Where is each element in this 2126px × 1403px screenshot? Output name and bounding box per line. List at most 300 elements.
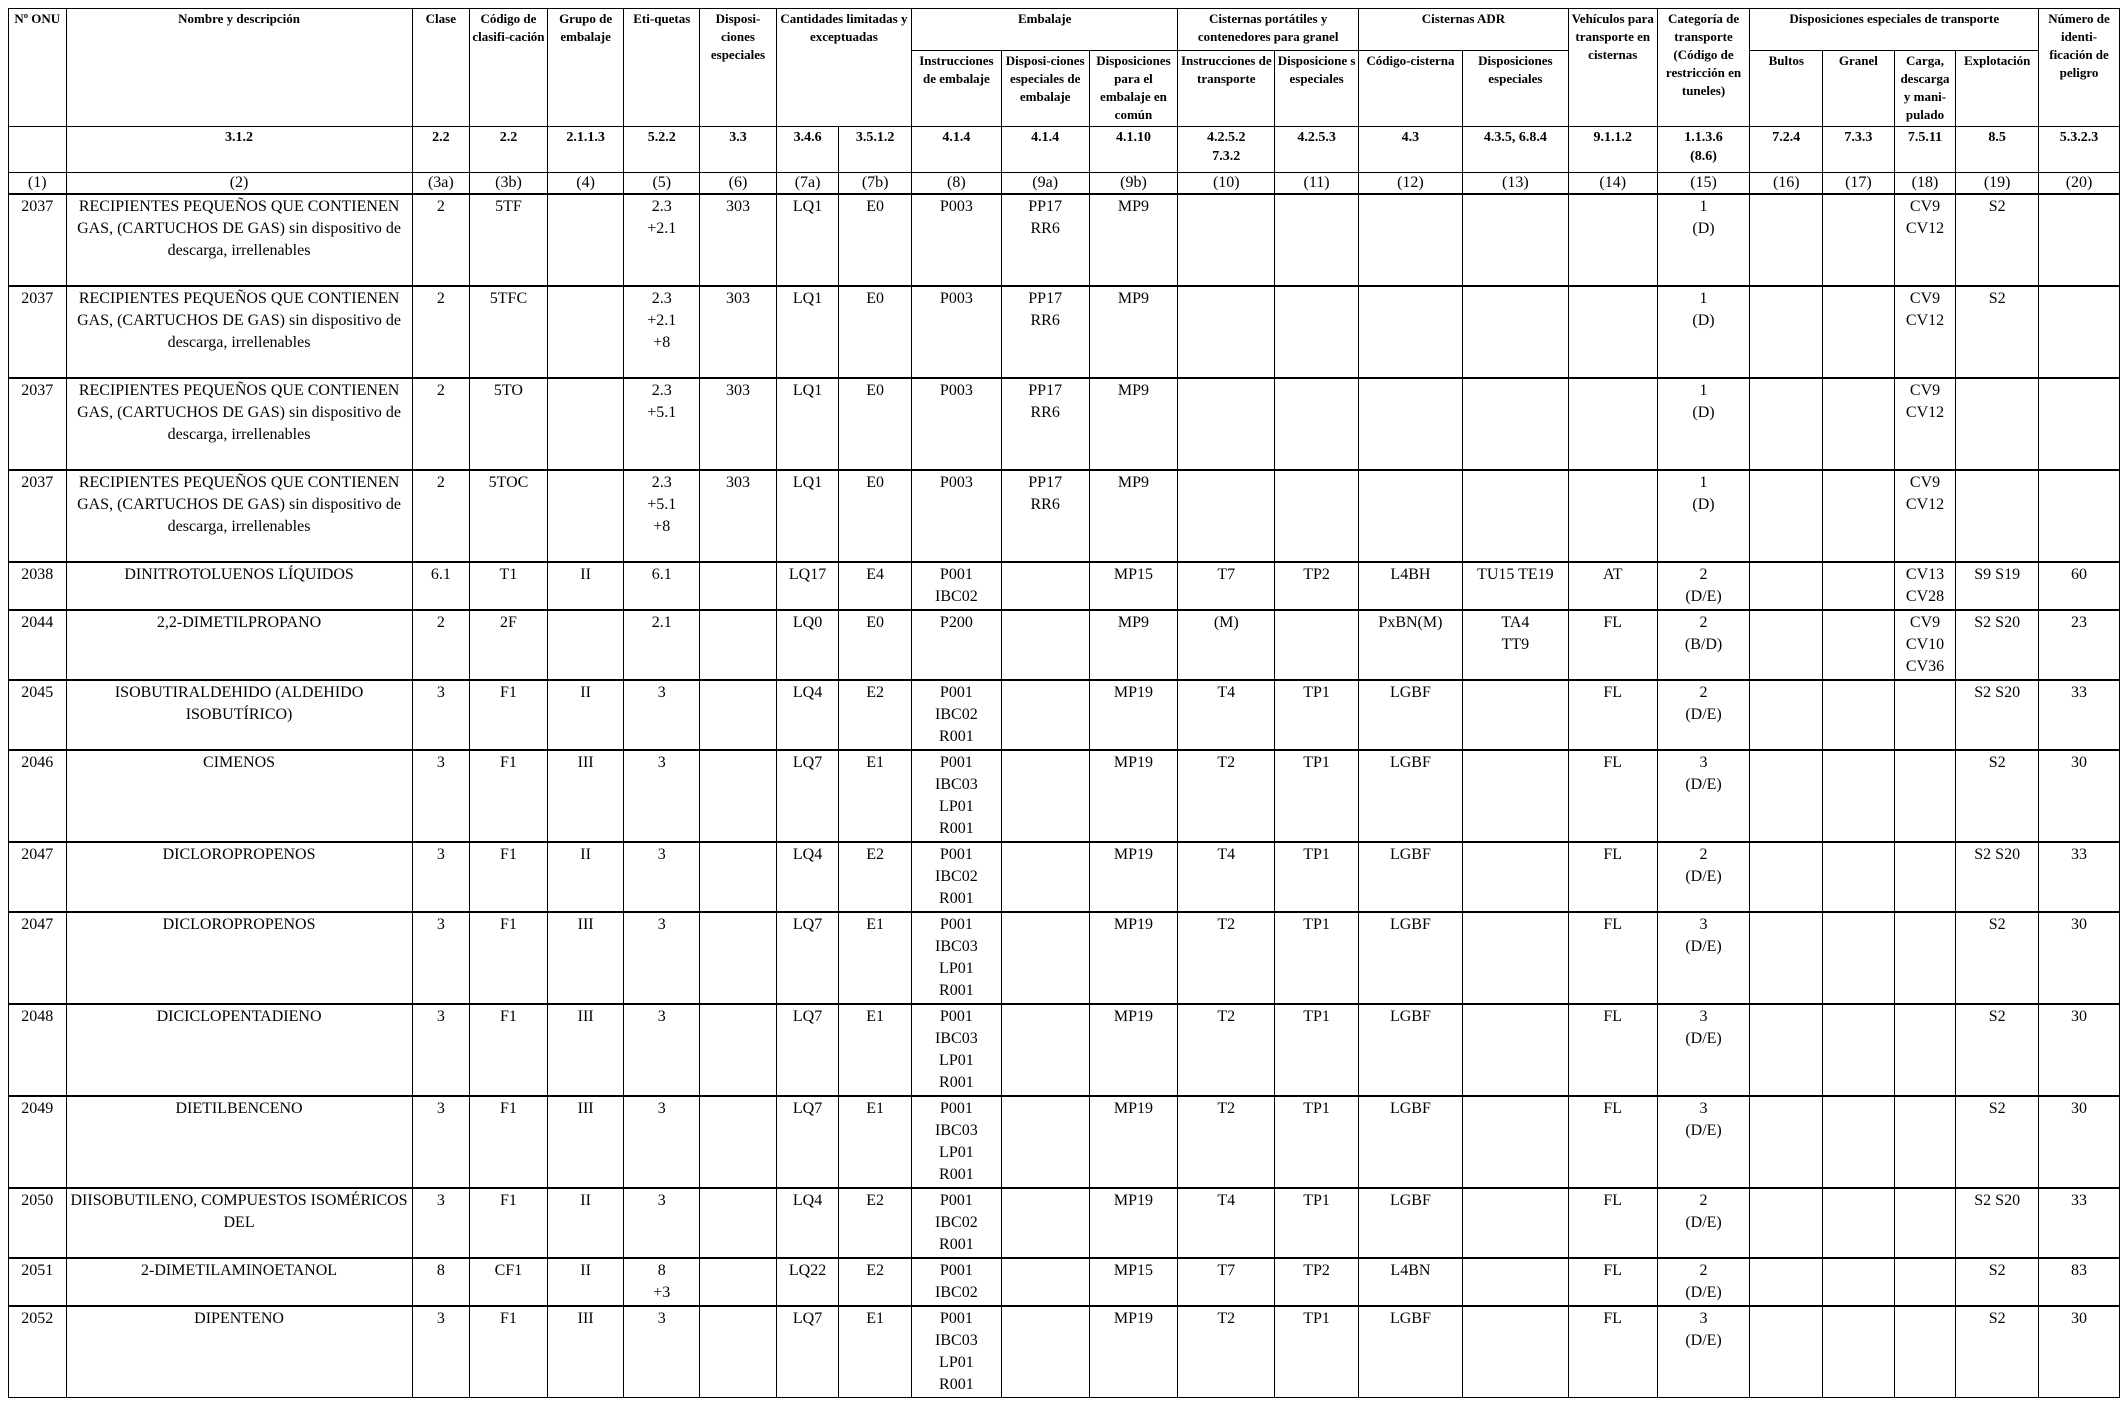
reference-cell: 7.5.11 <box>1894 127 1956 173</box>
cell-c14: FL <box>1568 1258 1657 1306</box>
cell-c3a: 3 <box>412 842 470 912</box>
cell-c12: LGBF <box>1358 1004 1462 1096</box>
table-row <box>9 1004 2120 1096</box>
header-packing-instructions: Instrucciones de embalaje <box>911 51 1001 127</box>
cell-c5: 3 <box>624 1096 700 1188</box>
cell-c9a: PP17 RR6 <box>1001 286 1089 378</box>
column-number-cell: (6) <box>700 173 777 195</box>
table-row <box>9 750 2120 842</box>
reference-cell: 3.1.2 <box>66 127 412 173</box>
cell-c7a: LQ17 <box>776 562 839 610</box>
cell-c7a: LQ7 <box>776 1004 839 1096</box>
reference-cell: 4.1.10 <box>1089 127 1178 173</box>
column-number-cell: (19) <box>1956 173 2039 195</box>
cell-c15: 2 (D/E) <box>1657 842 1750 912</box>
cell-c10 <box>1178 470 1275 562</box>
cell-c17 <box>1823 842 1895 912</box>
cell-c8: P003 <box>911 286 1001 378</box>
cell-c1: 2051 <box>9 1258 67 1306</box>
header-special-packing: Disposi-ciones especiales de embalaje <box>1001 51 1089 127</box>
cell-c6 <box>700 1306 777 1398</box>
cell-c7b: E1 <box>839 1004 912 1096</box>
cell-c9b: MP9 <box>1089 286 1178 378</box>
cell-c7b: E1 <box>839 750 912 842</box>
cell-c13: TU15 TE19 <box>1462 562 1568 610</box>
column-number-cell: (3a) <box>412 173 470 195</box>
cell-c7a: LQ4 <box>776 842 839 912</box>
cell-c11: TP1 <box>1275 1188 1359 1258</box>
cell-c11: TP2 <box>1275 1258 1359 1306</box>
cell-c7b: E4 <box>839 562 912 610</box>
cell-c17 <box>1823 912 1895 1004</box>
table-row <box>9 286 2120 378</box>
header-special-provisions: Disposi-ciones especiales <box>700 9 777 127</box>
table-body <box>9 194 2120 1398</box>
header-name: Nombre y descripción <box>66 9 412 127</box>
cell-c9a <box>1001 562 1089 610</box>
cell-c6: 303 <box>700 378 777 470</box>
column-number-cell: (15) <box>1657 173 1750 195</box>
cell-c15: 3 (D/E) <box>1657 1096 1750 1188</box>
cell-c16 <box>1750 1004 1823 1096</box>
cell-c6: 303 <box>700 286 777 378</box>
cell-c6 <box>700 1258 777 1306</box>
cell-c7b: E1 <box>839 1306 912 1398</box>
cell-c11 <box>1275 470 1359 562</box>
cell-c4: III <box>547 912 624 1004</box>
cell-c19: S2 <box>1956 1258 2039 1306</box>
header-packing-group: Grupo de embalaje <box>547 9 624 127</box>
column-number-cell: (12) <box>1358 173 1462 195</box>
column-number-cell: (20) <box>2039 173 2120 195</box>
column-number-cell: (5) <box>624 173 700 195</box>
cell-c10: T2 <box>1178 1096 1275 1188</box>
cell-c3b: F1 <box>470 1096 548 1188</box>
header-adr-tanks: Cisternas ADR <box>1358 9 1568 51</box>
cell-c17 <box>1823 562 1895 610</box>
cell-c9a: PP17 RR6 <box>1001 378 1089 470</box>
cell-c19: S2 <box>1956 1004 2039 1096</box>
cell-c4: II <box>547 562 624 610</box>
header-packaging: Embalaje <box>911 9 1177 51</box>
table-row <box>9 194 2120 286</box>
cell-c1: 2048 <box>9 1004 67 1096</box>
cell-c1: 2047 <box>9 842 67 912</box>
cell-c2: DINITROTOLUENOS LÍQUIDOS <box>66 562 412 610</box>
cell-c9b: MP19 <box>1089 842 1178 912</box>
cell-c3b: 5TFC <box>470 286 548 378</box>
table-row <box>9 1096 2120 1188</box>
cell-c18 <box>1894 750 1956 842</box>
cell-c3a: 2 <box>412 194 470 286</box>
cell-c7b: E0 <box>839 610 912 680</box>
column-number-cell: (3b) <box>470 173 548 195</box>
column-number-cell: (7b) <box>839 173 912 195</box>
cell-c7b: E2 <box>839 842 912 912</box>
header-tank-special: Disposiciones especiales <box>1462 51 1568 127</box>
cell-c17 <box>1823 1258 1895 1306</box>
cell-c17 <box>1823 1004 1895 1096</box>
header-pt-special: Disposicione s especiales <box>1275 51 1359 127</box>
cell-c9a <box>1001 1004 1089 1096</box>
reference-row <box>9 127 2120 173</box>
table-row <box>9 680 2120 750</box>
cell-c12: L4BN <box>1358 1258 1462 1306</box>
cell-c18: CV9 CV12 <box>1894 194 1956 286</box>
cell-c20: 33 <box>2039 680 2120 750</box>
cell-c3a: 2 <box>412 610 470 680</box>
cell-c7b: E0 <box>839 286 912 378</box>
cell-c4 <box>547 286 624 378</box>
cell-c12: L4BH <box>1358 562 1462 610</box>
cell-c14: FL <box>1568 610 1657 680</box>
cell-c7a: LQ4 <box>776 1188 839 1258</box>
cell-c14: FL <box>1568 1188 1657 1258</box>
header-packages: Bultos <box>1750 51 1823 127</box>
cell-c9a <box>1001 912 1089 1004</box>
cell-c2: DICLOROPROPENOS <box>66 912 412 1004</box>
cell-c8: P003 <box>911 470 1001 562</box>
cell-c13 <box>1462 1258 1568 1306</box>
cell-c10: T7 <box>1178 1258 1275 1306</box>
table-row <box>9 1188 2120 1258</box>
cell-c19: S2 S20 <box>1956 1188 2039 1258</box>
cell-c9a <box>1001 1188 1089 1258</box>
column-number-cell: (10) <box>1178 173 1275 195</box>
cell-c20: 33 <box>2039 842 2120 912</box>
table-row <box>9 1306 2120 1398</box>
reference-cell: 2.2 <box>470 127 548 173</box>
cell-c19 <box>1956 378 2039 470</box>
cell-c14: FL <box>1568 680 1657 750</box>
cell-c3a: 2 <box>412 286 470 378</box>
cell-c20: 30 <box>2039 1306 2120 1398</box>
cell-c2: CIMENOS <box>66 750 412 842</box>
cell-c17 <box>1823 286 1895 378</box>
cell-c13 <box>1462 378 1568 470</box>
cell-c19: S2 <box>1956 1096 2039 1188</box>
cell-c19: S9 S19 <box>1956 562 2039 610</box>
header-class: Clase <box>412 9 470 127</box>
cell-c12 <box>1358 286 1462 378</box>
cell-c3a: 3 <box>412 1096 470 1188</box>
header-hazard-id: Número de identi-ficación de peligro <box>2039 9 2120 127</box>
cell-c11 <box>1275 610 1359 680</box>
cell-c9b: MP9 <box>1089 610 1178 680</box>
cell-c5: 2.3 +5.1 +8 <box>624 470 700 562</box>
cell-c19: S2 <box>1956 194 2039 286</box>
cell-c13 <box>1462 1004 1568 1096</box>
cell-c8: P001 IBC03 LP01 R001 <box>911 1306 1001 1398</box>
cell-c6 <box>700 610 777 680</box>
cell-c20 <box>2039 378 2120 470</box>
cell-c12 <box>1358 470 1462 562</box>
cell-c7a: LQ0 <box>776 610 839 680</box>
cell-c11: TP1 <box>1275 1004 1359 1096</box>
cell-c12: LGBF <box>1358 1306 1462 1398</box>
cell-c3b: 5TO <box>470 378 548 470</box>
cell-c2: RECIPIENTES PEQUEÑOS QUE CONTIENEN GAS, (CARTUCHOS DE GAS) sin dispositivo de descarga, irrellenables <box>66 286 412 378</box>
cell-c7a: LQ7 <box>776 912 839 1004</box>
cell-c11: TP1 <box>1275 1306 1359 1398</box>
cell-c15: 1 (D) <box>1657 286 1750 378</box>
table-row <box>9 912 2120 1004</box>
header-vehicle-tank: Vehículos para transporte en cisternas <box>1568 9 1657 127</box>
cell-c3b: F1 <box>470 680 548 750</box>
cell-c15: 2 (D/E) <box>1657 680 1750 750</box>
cell-c16 <box>1750 750 1823 842</box>
cell-c3b: F1 <box>470 1188 548 1258</box>
cell-c19: S2 <box>1956 286 2039 378</box>
cell-c6 <box>700 750 777 842</box>
cell-c11: TP1 <box>1275 912 1359 1004</box>
cell-c8: P200 <box>911 610 1001 680</box>
cell-c16 <box>1750 680 1823 750</box>
cell-c9a <box>1001 1306 1089 1398</box>
cell-c4 <box>547 470 624 562</box>
cell-c3a: 3 <box>412 912 470 1004</box>
cell-c9b: MP15 <box>1089 1258 1178 1306</box>
cell-c5: 3 <box>624 680 700 750</box>
cell-c2: DIPENTENO <box>66 1306 412 1398</box>
cell-c9b: MP9 <box>1089 194 1178 286</box>
cell-c17 <box>1823 680 1895 750</box>
cell-c3a: 3 <box>412 750 470 842</box>
cell-c16 <box>1750 1306 1823 1398</box>
reference-cell <box>9 127 67 173</box>
cell-c1: 2038 <box>9 562 67 610</box>
cell-c9a: PP17 RR6 <box>1001 470 1089 562</box>
cell-c1: 2044 <box>9 610 67 680</box>
cell-c9b: MP19 <box>1089 680 1178 750</box>
cell-c6 <box>700 680 777 750</box>
cell-c19: S2 <box>1956 912 2039 1004</box>
cell-c17 <box>1823 1306 1895 1398</box>
cell-c16 <box>1750 470 1823 562</box>
column-number-cell: (16) <box>1750 173 1823 195</box>
cell-c10: T4 <box>1178 680 1275 750</box>
cell-c9b: MP19 <box>1089 1188 1178 1258</box>
table-row <box>9 610 2120 680</box>
cell-c3a: 6.1 <box>412 562 470 610</box>
column-number-cell: (2) <box>66 173 412 195</box>
column-number-cell: (14) <box>1568 173 1657 195</box>
cell-c17 <box>1823 470 1895 562</box>
header-labels: Eti-quetas <box>624 9 700 127</box>
cell-c5: 2.3 +5.1 <box>624 378 700 470</box>
cell-c12 <box>1358 194 1462 286</box>
cell-c20: 83 <box>2039 1258 2120 1306</box>
cell-c19: S2 <box>1956 750 2039 842</box>
cell-c4: III <box>547 1306 624 1398</box>
cell-c1: 2037 <box>9 286 67 378</box>
cell-c7a: LQ1 <box>776 194 839 286</box>
cell-c3b: 2F <box>470 610 548 680</box>
cell-c5: 3 <box>624 750 700 842</box>
cell-c12: LGBF <box>1358 1188 1462 1258</box>
cell-c19: S2 S20 <box>1956 842 2039 912</box>
cell-c6 <box>700 842 777 912</box>
cell-c9b: MP19 <box>1089 912 1178 1004</box>
cell-c16 <box>1750 610 1823 680</box>
cell-c12: PxBN(M) <box>1358 610 1462 680</box>
cell-c10 <box>1178 378 1275 470</box>
reference-cell: 4.2.5.2 7.3.2 <box>1178 127 1275 173</box>
cell-c12: LGBF <box>1358 680 1462 750</box>
reference-cell: 4.2.5.3 <box>1275 127 1359 173</box>
cell-c7b: E0 <box>839 194 912 286</box>
column-number-cell: (11) <box>1275 173 1359 195</box>
cell-c19 <box>1956 470 2039 562</box>
cell-c3b: CF1 <box>470 1258 548 1306</box>
cell-c7b: E2 <box>839 1188 912 1258</box>
cell-c16 <box>1750 1096 1823 1188</box>
cell-c8: P001 IBC03 LP01 R001 <box>911 1004 1001 1096</box>
cell-c4: II <box>547 1188 624 1258</box>
cell-c2: 2-DIMETILAMINOETANOL <box>66 1258 412 1306</box>
cell-c15: 2 (D/E) <box>1657 1188 1750 1258</box>
cell-c16 <box>1750 378 1823 470</box>
cell-c7a: LQ22 <box>776 1258 839 1306</box>
reference-cell: 4.3 <box>1358 127 1462 173</box>
cell-c19: S2 S20 <box>1956 610 2039 680</box>
cell-c7a: LQ4 <box>776 680 839 750</box>
cell-c8: P001 IBC02 <box>911 562 1001 610</box>
cell-c9a <box>1001 1096 1089 1188</box>
cell-c7b: E0 <box>839 378 912 470</box>
cell-c18 <box>1894 1258 1956 1306</box>
cell-c3b: 5TOC <box>470 470 548 562</box>
reference-cell: 1.1.3.6 (8.6) <box>1657 127 1750 173</box>
cell-c17 <box>1823 1188 1895 1258</box>
reference-cell: 2.2 <box>412 127 470 173</box>
cell-c9a <box>1001 842 1089 912</box>
cell-c15: 1 (D) <box>1657 194 1750 286</box>
cell-c18: CV9 CV10 CV36 <box>1894 610 1956 680</box>
cell-c17 <box>1823 194 1895 286</box>
cell-c16 <box>1750 286 1823 378</box>
header-tank-code: Código-cisterna <box>1358 51 1462 127</box>
cell-c5: 3 <box>624 912 700 1004</box>
cell-c15: 3 (D/E) <box>1657 1004 1750 1096</box>
cell-c20 <box>2039 194 2120 286</box>
cell-c2: DIISOBUTILENO, COMPUESTOS ISOMÉRICOS DEL <box>66 1188 412 1258</box>
cell-c19: S2 <box>1956 1306 2039 1398</box>
cell-c14: FL <box>1568 750 1657 842</box>
cell-c8: P003 <box>911 378 1001 470</box>
table-row <box>9 842 2120 912</box>
cell-c20: 33 <box>2039 1188 2120 1258</box>
cell-c6 <box>700 1096 777 1188</box>
cell-c5: 6.1 <box>624 562 700 610</box>
column-number-cell: (8) <box>911 173 1001 195</box>
cell-c18 <box>1894 680 1956 750</box>
cell-c9b: MP19 <box>1089 750 1178 842</box>
cell-c3a: 3 <box>412 680 470 750</box>
cell-c2: RECIPIENTES PEQUEÑOS QUE CONTIENEN GAS, (CARTUCHOS DE GAS) sin dispositivo de descarga, irrellenables <box>66 470 412 562</box>
cell-c16 <box>1750 842 1823 912</box>
cell-c9b: MP19 <box>1089 1096 1178 1188</box>
cell-c17 <box>1823 750 1895 842</box>
cell-c3a: 2 <box>412 470 470 562</box>
cell-c16 <box>1750 1258 1823 1306</box>
cell-c1: 2050 <box>9 1188 67 1258</box>
cell-c9a <box>1001 610 1089 680</box>
cell-c3b: F1 <box>470 1306 548 1398</box>
cell-c11 <box>1275 286 1359 378</box>
cell-c20: 23 <box>2039 610 2120 680</box>
cell-c3b: T1 <box>470 562 548 610</box>
cell-c13 <box>1462 194 1568 286</box>
cell-c15: 2 (D/E) <box>1657 1258 1750 1306</box>
reference-cell: 7.3.3 <box>1823 127 1895 173</box>
cell-c11: TP2 <box>1275 562 1359 610</box>
header-operation: Explotación <box>1956 51 2039 127</box>
cell-c13: TA4 TT9 <box>1462 610 1568 680</box>
cell-c16 <box>1750 562 1823 610</box>
cell-c1: 2047 <box>9 912 67 1004</box>
reference-cell: 4.1.4 <box>911 127 1001 173</box>
cell-c6: 303 <box>700 470 777 562</box>
cell-c20 <box>2039 286 2120 378</box>
cell-c20: 30 <box>2039 912 2120 1004</box>
reference-cell: 4.1.4 <box>1001 127 1089 173</box>
cell-c13 <box>1462 680 1568 750</box>
header-un-number: Nº ONU <box>9 9 67 127</box>
reference-cell: 8.5 <box>1956 127 2039 173</box>
cell-c15: 3 (D/E) <box>1657 1306 1750 1398</box>
header-special-transport: Disposiciones especiales de transporte <box>1750 9 2039 51</box>
cell-c9a <box>1001 750 1089 842</box>
cell-c11: TP1 <box>1275 680 1359 750</box>
cell-c8: P001 IBC03 LP01 R001 <box>911 912 1001 1004</box>
cell-c2: DICICLOPENTADIENO <box>66 1004 412 1096</box>
cell-c7a: LQ1 <box>776 470 839 562</box>
cell-c13 <box>1462 912 1568 1004</box>
cell-c10: T4 <box>1178 842 1275 912</box>
cell-c6 <box>700 912 777 1004</box>
cell-c14: FL <box>1568 1096 1657 1188</box>
cell-c2: ISOBUTIRALDEHIDO (ALDEHIDO ISOBUTÍRICO) <box>66 680 412 750</box>
table-row <box>9 378 2120 470</box>
cell-c3a: 2 <box>412 378 470 470</box>
cell-c3b: F1 <box>470 750 548 842</box>
cell-c9a <box>1001 680 1089 750</box>
cell-c8: P001 IBC02 <box>911 1258 1001 1306</box>
cell-c3a: 3 <box>412 1306 470 1398</box>
reference-cell: 3.5.1.2 <box>839 127 912 173</box>
cell-c2: DIETILBENCENO <box>66 1096 412 1188</box>
cell-c2: RECIPIENTES PEQUEÑOS QUE CONTIENEN GAS, (CARTUCHOS DE GAS) sin dispositivo de descarga, irrellenables <box>66 378 412 470</box>
cell-c17 <box>1823 378 1895 470</box>
cell-c3a: 8 <box>412 1258 470 1306</box>
cell-c4: II <box>547 1258 624 1306</box>
header-pt-instructions: Instrucciones de transporte <box>1178 51 1275 127</box>
cell-c18 <box>1894 1306 1956 1398</box>
cell-c10 <box>1178 194 1275 286</box>
cell-c13 <box>1462 750 1568 842</box>
cell-c4 <box>547 378 624 470</box>
cell-c3b: 5TF <box>470 194 548 286</box>
cell-c2: RECIPIENTES PEQUEÑOS QUE CONTIENEN GAS, (CARTUCHOS DE GAS) sin dispositivo de descarga, irrellenables <box>66 194 412 286</box>
cell-c10: T2 <box>1178 1004 1275 1096</box>
cell-c16 <box>1750 1188 1823 1258</box>
cell-c16 <box>1750 912 1823 1004</box>
cell-c4 <box>547 610 624 680</box>
cell-c14: FL <box>1568 912 1657 1004</box>
cell-c8: P001 IBC03 LP01 R001 <box>911 1096 1001 1188</box>
cell-c11: TP1 <box>1275 1096 1359 1188</box>
